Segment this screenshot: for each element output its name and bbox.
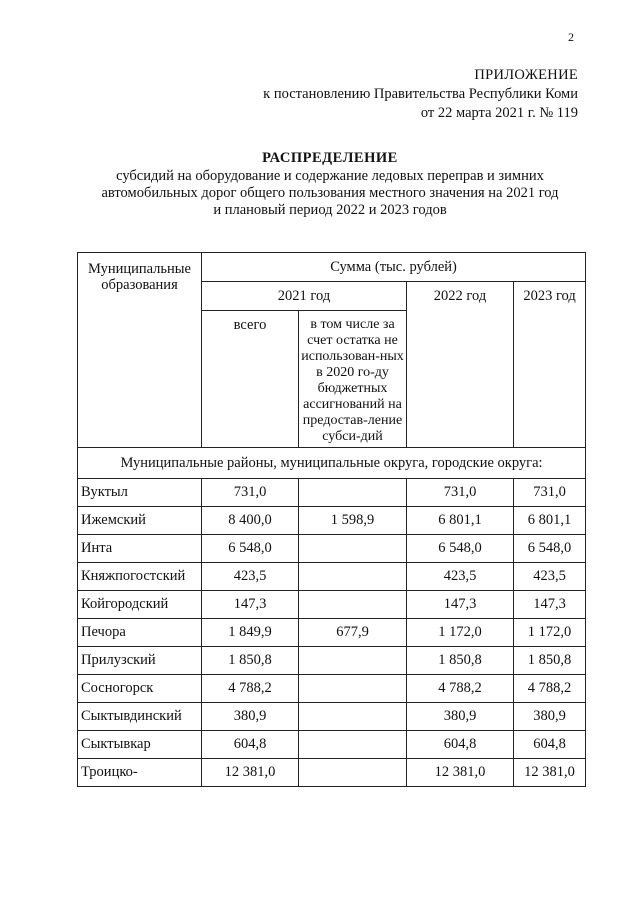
cell-2022: 6 801,1 bbox=[407, 507, 514, 535]
header-sum: Сумма (тыс. рублей) bbox=[202, 253, 586, 282]
table-row bbox=[78, 479, 586, 507]
table-row bbox=[78, 619, 586, 647]
header-year-2021: 2021 год bbox=[202, 282, 407, 311]
cell-2023: 147,3 bbox=[514, 591, 586, 619]
cell-2022: 604,8 bbox=[407, 731, 514, 759]
cell-2022: 1 850,8 bbox=[407, 647, 514, 675]
cell-2021-remainder bbox=[299, 675, 407, 703]
document-heading bbox=[40, 150, 620, 219]
cell-2021-total: 12 381,0 bbox=[202, 759, 299, 787]
municipality-name: Койгородский bbox=[78, 591, 202, 619]
document-title: РАСПРЕДЕЛЕНИЕ bbox=[262, 150, 398, 166]
document-subtitle-line-2: автомобильных дорог общего пользования местного значения на 2021 год bbox=[101, 185, 559, 201]
table-row bbox=[78, 563, 586, 591]
appendix-resolution-line: к постановлению Правительства Республики Коми bbox=[263, 86, 578, 102]
subsidy-table-wrapper bbox=[77, 252, 586, 787]
header-year-2022: 2022 год bbox=[407, 282, 514, 448]
cell-2021-remainder: 677,9 bbox=[299, 619, 407, 647]
cell-2021-total: 8 400,0 bbox=[202, 507, 299, 535]
cell-2022: 423,5 bbox=[407, 563, 514, 591]
cell-2021-total: 1 849,9 bbox=[202, 619, 299, 647]
cell-2022: 147,3 bbox=[407, 591, 514, 619]
table-row bbox=[78, 591, 586, 619]
document-subtitle-line-1: субсидий на оборудование и содержание ледовых переправ и зимних bbox=[116, 168, 544, 184]
appendix-title: ПРИЛОЖЕНИЕ bbox=[474, 67, 578, 83]
municipality-name: Инта bbox=[78, 535, 202, 563]
table-row bbox=[78, 507, 586, 535]
cell-2023: 731,0 bbox=[514, 479, 586, 507]
cell-2023: 1 850,8 bbox=[514, 647, 586, 675]
cell-2021-total: 1 850,8 bbox=[202, 647, 299, 675]
table-row bbox=[78, 703, 586, 731]
cell-2021-remainder bbox=[299, 563, 407, 591]
cell-2022: 4 788,2 bbox=[407, 675, 514, 703]
cell-2021-remainder bbox=[299, 703, 407, 731]
cell-2021-total: 604,8 bbox=[202, 731, 299, 759]
cell-2021-total: 380,9 bbox=[202, 703, 299, 731]
cell-2023: 604,8 bbox=[514, 731, 586, 759]
appendix-block bbox=[200, 66, 578, 123]
subsidy-table bbox=[77, 252, 586, 787]
cell-2023: 4 788,2 bbox=[514, 675, 586, 703]
cell-2021-remainder bbox=[299, 591, 407, 619]
cell-2021-total: 4 788,2 bbox=[202, 675, 299, 703]
table-row bbox=[78, 759, 586, 787]
municipality-name: Сыктывкар bbox=[78, 731, 202, 759]
cell-2021-remainder bbox=[299, 647, 407, 675]
section-row bbox=[78, 448, 586, 479]
municipality-name: Ижемский bbox=[78, 507, 202, 535]
cell-2021-remainder bbox=[299, 535, 407, 563]
cell-2022: 380,9 bbox=[407, 703, 514, 731]
table-row bbox=[78, 535, 586, 563]
municipality-name: Княжпогостский bbox=[78, 563, 202, 591]
cell-2022: 731,0 bbox=[407, 479, 514, 507]
municipality-name: Сыктывдинский bbox=[78, 703, 202, 731]
cell-2021-total: 731,0 bbox=[202, 479, 299, 507]
document-subtitle-line-3: и плановый период 2022 и 2023 годов bbox=[213, 202, 447, 218]
table-row bbox=[78, 731, 586, 759]
cell-2023: 1 172,0 bbox=[514, 619, 586, 647]
cell-2021-remainder bbox=[299, 759, 407, 787]
municipality-name: Вуктыл bbox=[78, 479, 202, 507]
cell-2021-remainder bbox=[299, 479, 407, 507]
cell-2022: 1 172,0 bbox=[407, 619, 514, 647]
header-2021-remainder: в том числе за счет остатка не использован-ных в 2020 го-ду бюджетных ассигнований на предостав-ление субси-дий bbox=[299, 311, 407, 448]
cell-2023: 6 548,0 bbox=[514, 535, 586, 563]
page-number: 2 bbox=[568, 30, 574, 44]
cell-2021-total: 147,3 bbox=[202, 591, 299, 619]
cell-2023: 380,9 bbox=[514, 703, 586, 731]
header-year-2023: 2023 год bbox=[514, 282, 586, 448]
cell-2023: 423,5 bbox=[514, 563, 586, 591]
table-row bbox=[78, 647, 586, 675]
cell-2021-remainder bbox=[299, 731, 407, 759]
municipality-name: Троицко- bbox=[78, 759, 202, 787]
header-2021-total: всего bbox=[202, 311, 299, 448]
cell-2023: 6 801,1 bbox=[514, 507, 586, 535]
cell-2021-total: 423,5 bbox=[202, 563, 299, 591]
municipality-name: Сосногорск bbox=[78, 675, 202, 703]
section-label: Муниципальные районы, муниципальные округа, городские округа: bbox=[78, 448, 586, 479]
cell-2023: 12 381,0 bbox=[514, 759, 586, 787]
cell-2021-total: 6 548,0 bbox=[202, 535, 299, 563]
header-municipal: Муниципальные образования bbox=[78, 253, 202, 448]
appendix-date-line: от 22 марта 2021 г. № 119 bbox=[420, 105, 578, 121]
cell-2021-remainder: 1 598,9 bbox=[299, 507, 407, 535]
cell-2022: 6 548,0 bbox=[407, 535, 514, 563]
cell-2022: 12 381,0 bbox=[407, 759, 514, 787]
municipality-name: Прилузский bbox=[78, 647, 202, 675]
table-row bbox=[78, 675, 586, 703]
municipality-name: Печора bbox=[78, 619, 202, 647]
